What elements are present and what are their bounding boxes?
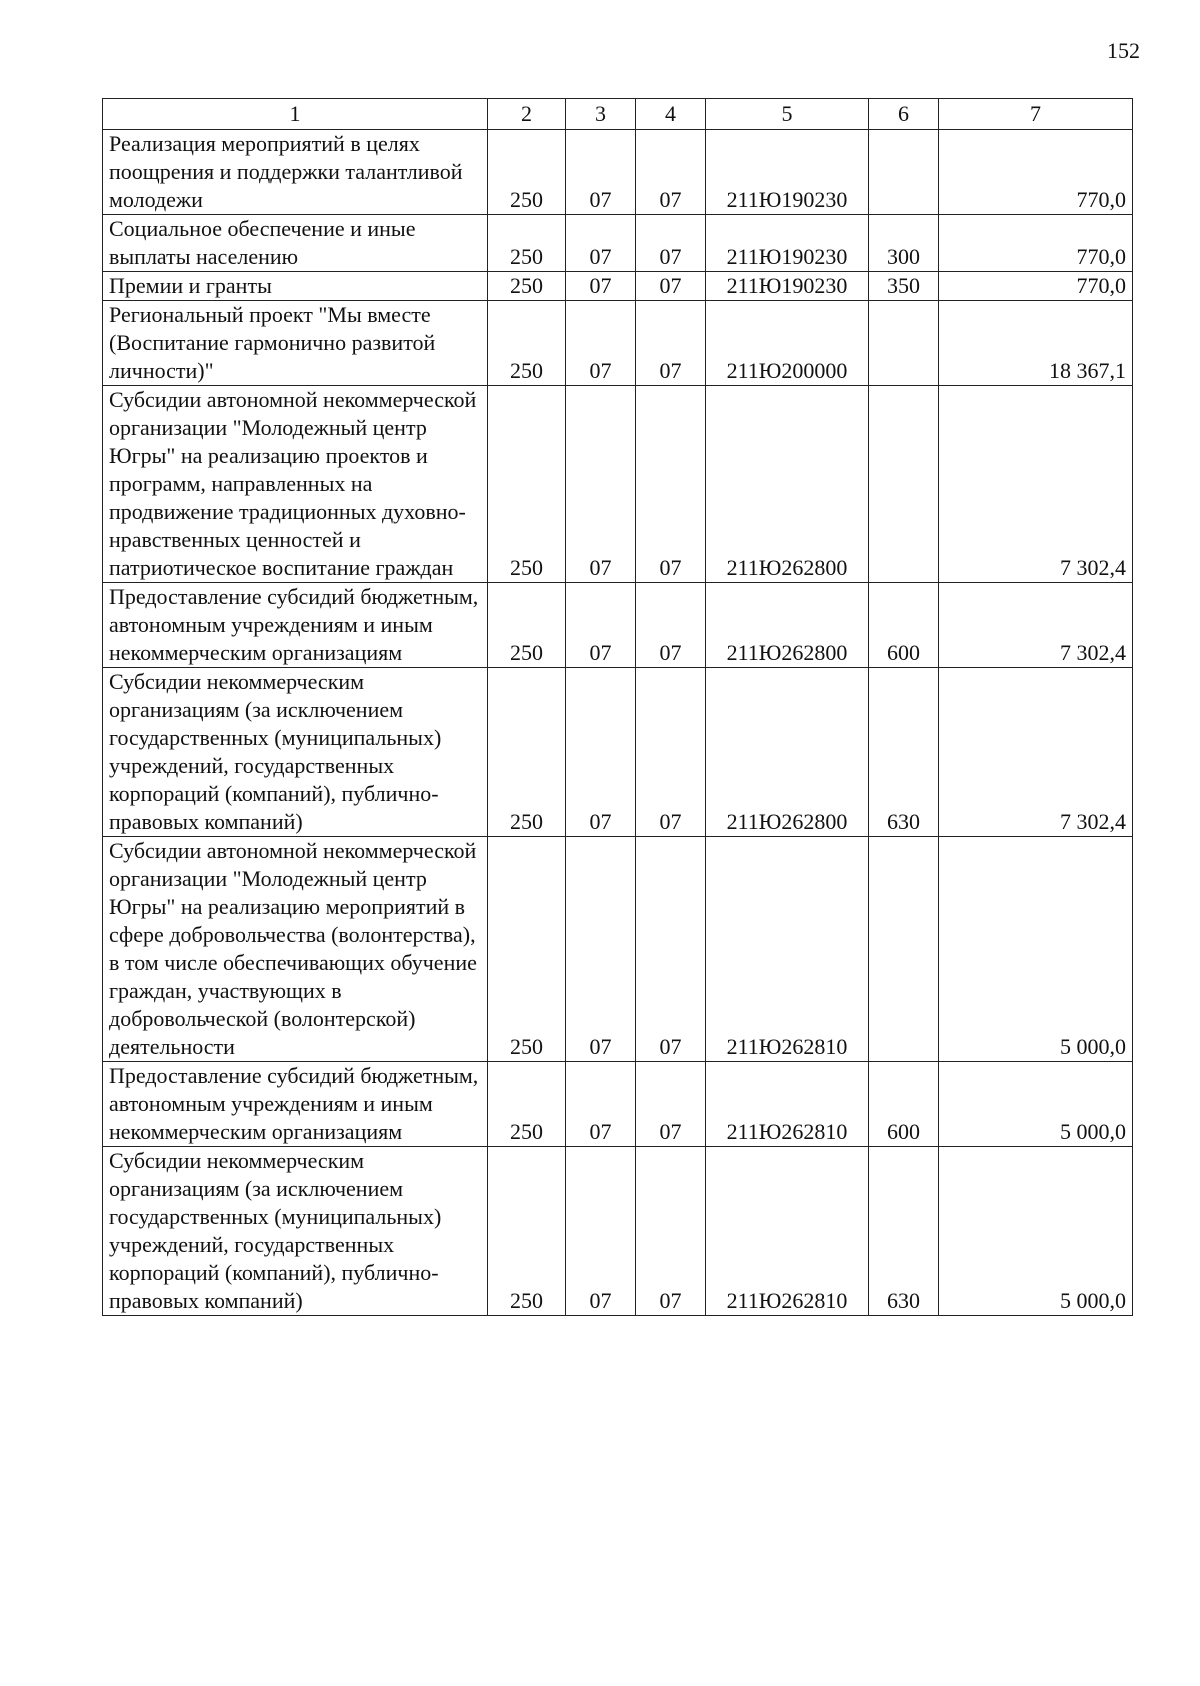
row-name-cell: Субсидии некоммерческим организациям (за исключением государственных (муниципальных) учреждений, государственных корпораций (компаний), публично-правовых компаний): [103, 1147, 488, 1316]
row-section-cell: 07: [566, 215, 636, 272]
column-header: 2: [488, 99, 566, 130]
table-row: [103, 1062, 1133, 1147]
row-amount-cell: 5 000,0: [939, 837, 1133, 1062]
row-target-article-cell: 211Ю262800: [706, 386, 869, 583]
row-name-cell: Реализация мероприятий в целях поощрения и поддержки талантливой молодежи: [103, 130, 488, 215]
table-row: [103, 837, 1133, 1062]
row-subsection-cell: 07: [636, 215, 706, 272]
row-expense-type-cell: 630: [869, 668, 939, 837]
row-target-article-cell: 211Ю262810: [706, 1147, 869, 1316]
row-subsection-cell: 07: [636, 668, 706, 837]
table-row: [103, 301, 1133, 386]
row-name-cell: Предоставление субсидий бюджетным, автономным учреждениям и иным некоммерческим организациям: [103, 1062, 488, 1147]
row-name-cell: Предоставление субсидий бюджетным, автономным учреждениям и иным некоммерческим организациям: [103, 583, 488, 668]
row-ministry-code-cell: 250: [488, 837, 566, 1062]
row-subsection-cell: 07: [636, 1062, 706, 1147]
table-row: [103, 668, 1133, 837]
table-row: [103, 386, 1133, 583]
column-header: 6: [869, 99, 939, 130]
page-number: 152: [1107, 38, 1140, 63]
column-header: 1: [103, 99, 488, 130]
row-ministry-code-cell: 250: [488, 130, 566, 215]
row-target-article-cell: 211Ю262800: [706, 668, 869, 837]
row-name-cell: Премии и гранты: [103, 272, 488, 301]
table-row: [103, 1147, 1133, 1316]
row-expense-type-cell: 600: [869, 1062, 939, 1147]
row-section-cell: 07: [566, 130, 636, 215]
row-expense-type-cell: [869, 386, 939, 583]
row-section-cell: 07: [566, 837, 636, 1062]
row-ministry-code-cell: 250: [488, 668, 566, 837]
row-subsection-cell: 07: [636, 272, 706, 301]
row-target-article-cell: 211Ю190230: [706, 272, 869, 301]
row-expense-type-cell: 600: [869, 583, 939, 668]
row-target-article-cell: 211Ю190230: [706, 130, 869, 215]
row-ministry-code-cell: 250: [488, 215, 566, 272]
row-amount-cell: 5 000,0: [939, 1062, 1133, 1147]
row-target-article-cell: 211Ю190230: [706, 215, 869, 272]
column-header: 4: [636, 99, 706, 130]
row-ministry-code-cell: 250: [488, 272, 566, 301]
row-ministry-code-cell: 250: [488, 583, 566, 668]
row-name-cell: Социальное обеспечение и иные выплаты населению: [103, 215, 488, 272]
row-amount-cell: 7 302,4: [939, 386, 1133, 583]
row-subsection-cell: 07: [636, 130, 706, 215]
column-header: 7: [939, 99, 1133, 130]
row-name-cell: Субсидии некоммерческим организациям (за исключением государственных (муниципальных) учреждений, государственных корпораций (компаний), публично-правовых компаний): [103, 668, 488, 837]
row-subsection-cell: 07: [636, 386, 706, 583]
table-row: [103, 272, 1133, 301]
row-subsection-cell: 07: [636, 301, 706, 386]
row-expense-type-cell: 630: [869, 1147, 939, 1316]
table-header-row: [103, 99, 1133, 130]
row-amount-cell: 770,0: [939, 272, 1133, 301]
row-name-cell: Субсидии автономной некоммерческой организации "Молодежный центр Югры" на реализацию мероприятий в сфере добровольчества (волонтерства), в том числе обеспечивающих обучение граждан, участвующих в добровольческой (волонтерской) деятельности: [103, 837, 488, 1062]
row-target-article-cell: 211Ю262810: [706, 837, 869, 1062]
row-name-cell: Субсидии автономной некоммерческой организации "Молодежный центр Югры" на реализацию проектов и программ, направленных на продвижение традиционных духовно-нравственных ценностей и патриотическое воспитание граждан: [103, 386, 488, 583]
row-subsection-cell: 07: [636, 1147, 706, 1316]
budget-table: [102, 98, 1133, 1316]
row-ministry-code-cell: 250: [488, 301, 566, 386]
row-ministry-code-cell: 250: [488, 386, 566, 583]
row-target-article-cell: 211Ю262810: [706, 1062, 869, 1147]
row-section-cell: 07: [566, 583, 636, 668]
row-name-cell: Региональный проект "Мы вместе (Воспитание гармонично развитой личности)": [103, 301, 488, 386]
row-target-article-cell: 211Ю262800: [706, 583, 869, 668]
row-amount-cell: 770,0: [939, 130, 1133, 215]
row-expense-type-cell: [869, 301, 939, 386]
row-section-cell: 07: [566, 1062, 636, 1147]
row-section-cell: 07: [566, 301, 636, 386]
row-amount-cell: 18 367,1: [939, 301, 1133, 386]
row-amount-cell: 7 302,4: [939, 583, 1133, 668]
table-row: [103, 130, 1133, 215]
row-section-cell: 07: [566, 386, 636, 583]
row-expense-type-cell: 300: [869, 215, 939, 272]
row-ministry-code-cell: 250: [488, 1062, 566, 1147]
row-subsection-cell: 07: [636, 837, 706, 1062]
row-ministry-code-cell: 250: [488, 1147, 566, 1316]
table-row: [103, 215, 1133, 272]
row-section-cell: 07: [566, 1147, 636, 1316]
row-amount-cell: 7 302,4: [939, 668, 1133, 837]
row-expense-type-cell: [869, 130, 939, 215]
column-header: 3: [566, 99, 636, 130]
row-subsection-cell: 07: [636, 583, 706, 668]
table-row: [103, 583, 1133, 668]
row-section-cell: 07: [566, 668, 636, 837]
row-section-cell: 07: [566, 272, 636, 301]
row-amount-cell: 770,0: [939, 215, 1133, 272]
row-expense-type-cell: [869, 837, 939, 1062]
column-header: 5: [706, 99, 869, 130]
row-amount-cell: 5 000,0: [939, 1147, 1133, 1316]
row-expense-type-cell: 350: [869, 272, 939, 301]
row-target-article-cell: 211Ю200000: [706, 301, 869, 386]
